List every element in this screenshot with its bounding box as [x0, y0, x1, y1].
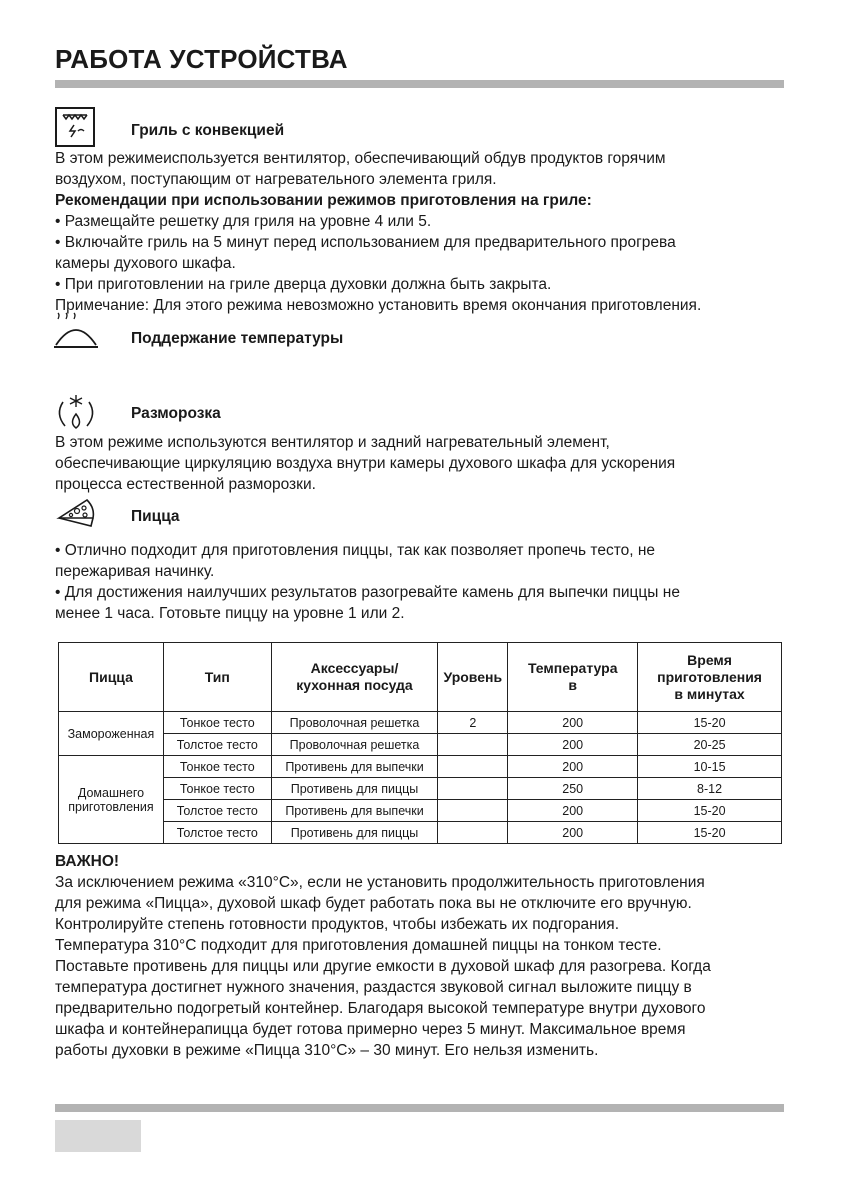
cell-type: Толстое тесто — [163, 822, 271, 844]
table-row — [59, 800, 782, 822]
grill-text-line: В этом режимеиспользуется вентилятор, обеспечивающий обдув продуктов горячим — [55, 150, 666, 167]
cell-accessory: Проволочная решетка — [271, 734, 438, 756]
cell-temperature: 200 — [508, 822, 638, 844]
table-row — [59, 734, 782, 756]
important-text-line: предварительно подогретый контейнер. Благодаря высокой температуре внутри духового — [55, 1000, 706, 1017]
table-row — [59, 822, 782, 844]
pizza-text-line: • Отлично подходит для приготовления пиццы, так как позволяет пропечь тесто, не — [55, 542, 656, 559]
header-accessories-line1: Аксессуары/ — [310, 660, 399, 676]
cell-level: 2 — [438, 712, 508, 734]
cell-accessory: Противень для выпечки — [271, 800, 438, 822]
cell-accessory: Проволочная решетка — [271, 712, 438, 734]
cell-type: Толстое тесто — [163, 800, 271, 822]
defrost-text-line: В этом режиме используются вентилятор и задний нагревательный элемент, — [55, 434, 610, 451]
cell-type: Тонкое тесто — [163, 756, 271, 778]
table-header-row — [59, 643, 782, 712]
table-row — [59, 756, 782, 778]
grill-text-line: • При приготовлении на гриле дверца духовки должна быть закрыта. — [55, 276, 552, 293]
defrost-section-title: Разморозка — [131, 405, 221, 422]
table-row — [59, 712, 782, 734]
important-heading: ВАЖНО! — [55, 853, 120, 870]
cell-accessory: Противень для пиццы — [271, 822, 438, 844]
cell-accessory: Противень для выпечки — [271, 756, 438, 778]
header-accessories — [271, 643, 438, 712]
group-frozen: Замороженная — [59, 712, 164, 756]
group-homemade — [59, 756, 164, 844]
header-level: Уровень — [438, 643, 508, 712]
footer-rule — [55, 1104, 784, 1112]
page-title: РАБОТА УСТРОЙСТВА — [55, 44, 348, 74]
header-accessories-line2: кухонная посуда — [296, 677, 413, 693]
grill-convection-icon — [55, 107, 95, 147]
pizza-text-line: пережаривая начинку. — [55, 563, 215, 580]
important-text-line: работы духовки в режиме «Пицца 310°С» – 30 минут. Его нельзя изменить. — [55, 1042, 599, 1059]
header-time — [638, 643, 782, 712]
defrost-text-line: обеспечивающие циркуляцию воздуха внутри камеры духового шкафа для ускорения — [55, 455, 676, 472]
cell-type: Толстое тесто — [163, 734, 271, 756]
grill-text-line: камеры духового шкафа. — [55, 255, 236, 272]
important-text-line: температура достигнет нужного значения, раздастся звуковой сигнал выложите пиццу в — [55, 979, 692, 996]
cell-temperature: 200 — [508, 756, 638, 778]
cell-temperature: 200 — [508, 800, 638, 822]
header-time-line1: Время — [687, 651, 732, 668]
grill-section-title: Гриль с конвекцией — [131, 122, 285, 139]
pizza-section-title: Пицца — [131, 508, 180, 525]
cell-type: Тонкое тесто — [163, 778, 271, 800]
pizza-table — [58, 642, 782, 844]
header-time-line3: в минутах — [674, 685, 745, 702]
cell-time: 8-12 — [638, 778, 782, 800]
defrost-text-line: процесса естественной разморозки. — [55, 476, 316, 493]
cell-time: 10-15 — [638, 756, 782, 778]
header-temperature-line2: в — [568, 677, 578, 693]
important-text-line: Контролируйте степень готовности продуктов, чтобы избежать их подгорания. — [55, 916, 620, 933]
cell-time: 15-20 — [638, 712, 782, 734]
cell-time: 15-20 — [638, 822, 782, 844]
important-text-line: шкафа и контейнерапицца будет готова примерно через 5 минут. Максимальное время — [55, 1021, 686, 1038]
grill-text-line: • Размещайте решетку для гриля на уровне 4 или 5. — [55, 213, 432, 230]
cell-temperature: 250 — [508, 778, 638, 800]
group-homemade-line1: Домашнего — [77, 785, 145, 800]
cell-level — [438, 756, 508, 778]
keep-warm-icon — [52, 311, 100, 353]
grill-note: Примечание: Для этого режима невозможно установить время окончания приготовления. — [55, 297, 702, 314]
keep-warm-section-title: Поддержание температуры — [131, 330, 344, 347]
pizza-text-line: • Для достижения наилучших результатов разогревайте камень для выпечки пиццы не — [55, 584, 680, 601]
pizza-text-line: менее 1 часа. Готовьте пиццу на уровне 1 или 2. — [55, 605, 405, 622]
page-number-box — [55, 1120, 141, 1152]
grill-text-line: воздухом, поступающим от нагревательного элемента гриля. — [55, 171, 497, 188]
header-time-line2: приготовления — [657, 668, 762, 685]
important-text-line: За исключением режима «310°С», если не установить продолжительность приготовления — [55, 874, 705, 891]
cell-accessory: Противень для пиццы — [271, 778, 438, 800]
cell-time: 15-20 — [638, 800, 782, 822]
cell-level — [438, 778, 508, 800]
header-temperature-line1: Температура — [527, 660, 618, 676]
cell-level — [438, 734, 508, 756]
important-text-line: Температура 310°С подходит для приготовления домашней пиццы на тонком тесте. — [55, 937, 662, 954]
header-temperature — [508, 643, 638, 712]
pizza-icon — [55, 496, 99, 536]
important-text-line: для режима «Пицца», духовой шкаф будет работать пока вы не отключите его вручную. — [55, 895, 692, 912]
important-text-line: Поставьте противень для пиццы или другие емкости в духовой шкаф для разогрева. Когда — [55, 958, 711, 975]
group-homemade-line2: приготовления — [68, 799, 154, 814]
cell-level — [438, 800, 508, 822]
cell-temperature: 200 — [508, 734, 638, 756]
grill-text-line: • Включайте гриль на 5 минут перед использованием для предварительного прогрева — [55, 234, 676, 251]
header-rule — [55, 80, 784, 88]
header-pizza: Пицца — [59, 643, 164, 712]
grill-recommendations-heading: Рекомендации при использовании режимов приготовления на гриле: — [55, 192, 592, 209]
cell-level — [438, 822, 508, 844]
cell-temperature: 200 — [508, 712, 638, 734]
defrost-icon — [52, 392, 100, 434]
cell-type: Тонкое тесто — [163, 712, 271, 734]
header-type: Тип — [163, 643, 271, 712]
table-row — [59, 778, 782, 800]
cell-time: 20-25 — [638, 734, 782, 756]
